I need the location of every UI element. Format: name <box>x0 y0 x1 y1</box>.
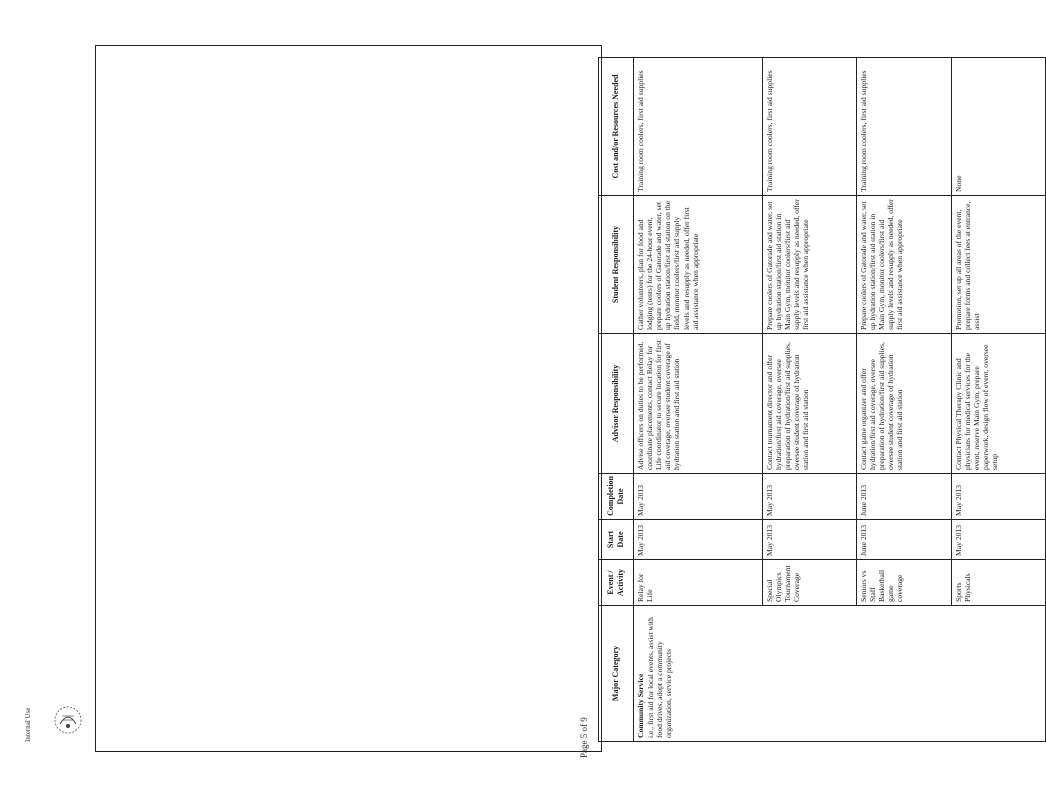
advisor-cell: Contact tournament director and offer hydration/first aid coverage, oversee preparation of hydration/first aid supplies, oversee student coverage of hydration station and first aid station <box>762 334 856 474</box>
completion-date-cell: May 2013 <box>634 474 763 520</box>
table-header-row <box>599 58 634 742</box>
cost-cell: Training room coolers, first aid supplies <box>762 58 856 196</box>
header-start-date: Start Date <box>599 520 634 560</box>
advisor-cell: Contact Physical Therapy Clinic and physicians for medical services for the event, reserve Main Gym, prepare paperwork, design flow of event, oversee setup <box>951 334 1046 474</box>
student-cell: Promotion, set up all areas of the event, prepare forms and collect fees at entrance, assist <box>951 196 1046 334</box>
header-completion-date: Completion Date <box>599 474 634 520</box>
header-advisor-responsibility: Advisor Responsibility <box>599 334 634 474</box>
student-cell: Gather volunteers, plan for food and lodging (tents) for the 24-hour event, prepare coolers of Gatorade and water, set up hydration station/first aid station on the field, monitor coolers/first aid supply levels and resupply as needed, offer first aid assistance when appropriate <box>634 196 763 334</box>
start-date-cell: May 2013 <box>762 520 856 560</box>
advisor-cell: Contact game organizer and offer hydration/first aid coverage, oversee preparation of hydration/first aid supplies, oversee student coverage of hydration station and first aid station <box>857 334 951 474</box>
event-cell: Relay for Life <box>634 560 763 606</box>
category-title: Community Service <box>636 673 645 738</box>
logo-caption: Internal Use <box>24 707 32 742</box>
header-cost-resources: Cost and/or Resources Needed <box>599 58 634 196</box>
page-frame <box>95 45 602 752</box>
event-cell: Sports Physicals <box>951 560 1046 606</box>
completion-date-cell: May 2013 <box>951 474 1046 520</box>
category-cell <box>634 606 1046 742</box>
completion-date-cell: June 2013 <box>857 474 951 520</box>
header-event-activity: Event / Activity <box>599 560 634 606</box>
event-cell: Special Olympics Tournament Coverage <box>762 560 856 606</box>
event-cell: Seniors vs Staff Basketball game coverage <box>857 560 951 606</box>
student-cell: Prepare coolers of Gatorade and water, set up hydration station/first aid station in Main Gym, monitor coolers/first aid supply levels and resupply as needed, offer first aid assistance when appropriate <box>857 196 951 334</box>
start-date-cell: May 2013 <box>951 520 1046 560</box>
completion-date-cell: May 2013 <box>762 474 856 520</box>
table-row <box>634 58 763 742</box>
start-date-cell: May 2013 <box>634 520 763 560</box>
start-date-cell: June 2013 <box>857 520 951 560</box>
page-number: Page 5 of 9 <box>579 717 589 758</box>
advisor-cell: Advise officers on duties to be performed, coordinate placements, contact Relay for Life coordinator to secure location for first aid coverage, oversee student coverage of hydration station and first aid station <box>634 334 763 474</box>
cost-cell: Training room coolers, first aid supplies <box>634 58 763 196</box>
header-student-responsibility: Student Responsibility <box>599 196 634 334</box>
school-seal-icon <box>46 700 90 740</box>
cost-cell: Training room coolers, first aid supplies <box>857 58 951 196</box>
rotated-table-content <box>598 58 1046 742</box>
header-major-category: Major Category <box>599 606 634 742</box>
category-description: i.e., first aid for local events, assist with food drives, adopt a community organization, service projects <box>646 617 674 738</box>
student-cell: Prepare coolers of Gatorade and water, set up hydration station/first aid station in Main Gym, monitor coolers/first aid supply levels and resupply as needed, offer first aid assistance when appropriate <box>762 196 856 334</box>
planning-table <box>598 57 1046 742</box>
cost-cell: None <box>951 58 1046 196</box>
